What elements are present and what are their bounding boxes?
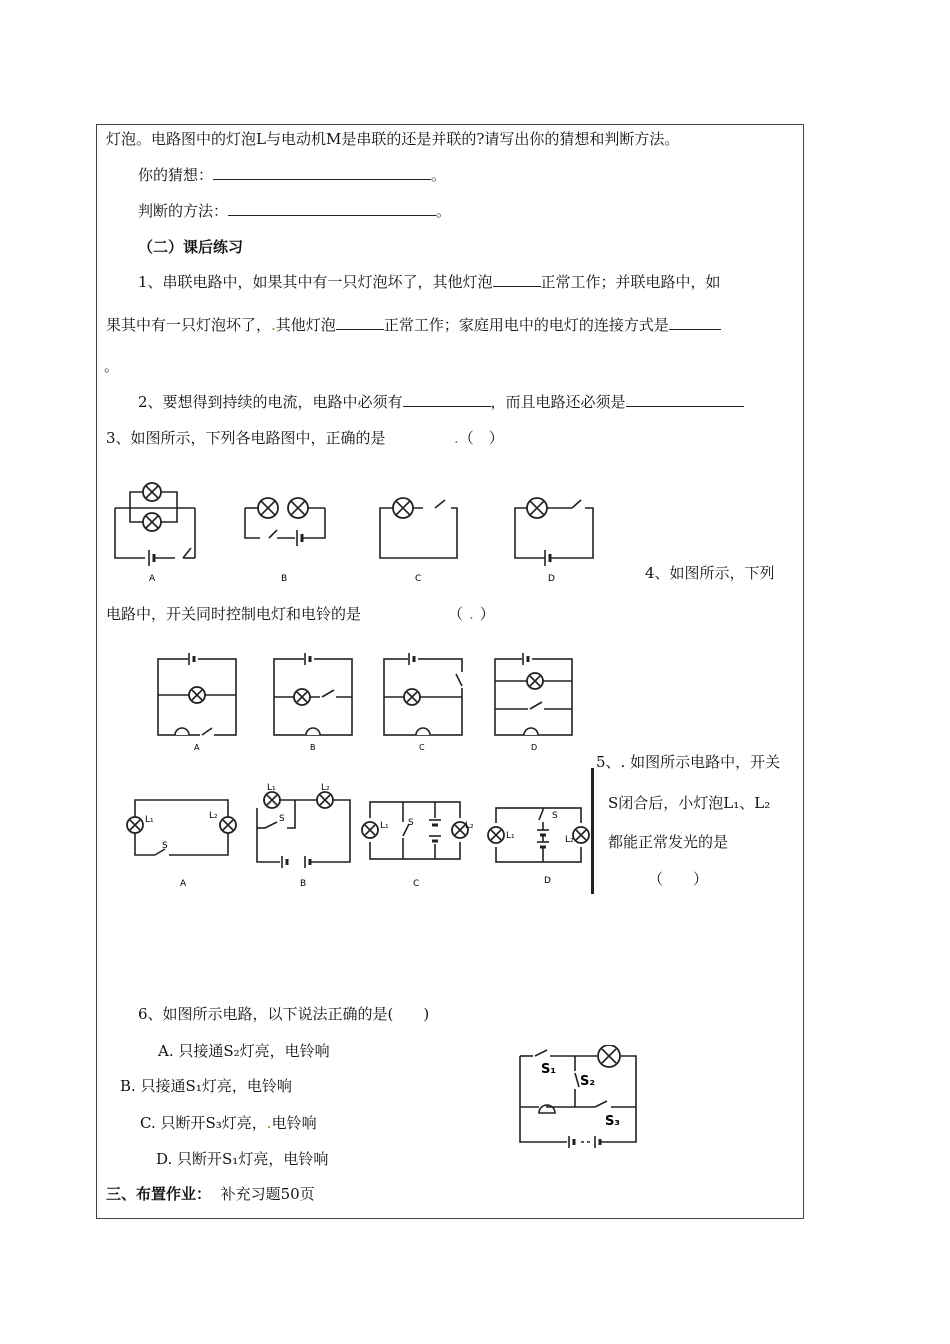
q4-diagram-a: [158, 653, 236, 752]
q4-label-b: B: [310, 743, 316, 752]
q5-b-l1: L₁: [267, 783, 276, 793]
q6-option-c: [140, 1113, 317, 1133]
q5-diagram-d: [488, 808, 589, 886]
q6-option-c-a: C. 只断开S₃灯亮，: [140, 1114, 267, 1132]
q4-line1: 4、如图所示，下列: [645, 564, 775, 582]
q3-diagram-a: [115, 483, 195, 584]
q3-diagram-d: [515, 498, 593, 584]
q4-label-a: A: [194, 743, 200, 752]
intro-line: 灯泡。电路图中的灯泡L与电动机M是串联的还是并联的?请写出你的猜想和判断方法。: [106, 130, 680, 148]
q4-line2: 电路中，开关同时控制电灯和电铃的是: [106, 605, 362, 623]
q1-blank-2[interactable]: [336, 315, 384, 330]
q3-line: [106, 428, 386, 448]
method-blank[interactable]: [228, 201, 436, 216]
q4-paren-open: （: [448, 605, 464, 623]
q6-diagram: [515, 1045, 645, 1155]
section-title: （二）课后练习: [138, 238, 244, 256]
homework-text: 补充习题50页: [220, 1185, 315, 1203]
q4-diagram-c: [384, 653, 467, 752]
q5-c-l1: L₁: [380, 821, 389, 831]
stray-mark: .: [266, 1114, 272, 1132]
q6-stem: 6、如图所示电路，以下说法正确的是( ): [138, 1005, 430, 1023]
q1-blank-1[interactable]: [493, 272, 541, 287]
q5-diagram-b: [257, 783, 350, 889]
q3-label-a: A: [149, 574, 156, 584]
q5-line1: 5、. 如图所示电路中，开关: [596, 753, 781, 771]
guess-period: 。: [431, 166, 447, 184]
bell-icon: [524, 728, 538, 735]
q2-blank-2[interactable]: [626, 392, 744, 407]
q5-b-s: S: [279, 814, 285, 824]
stray-mark: .: [271, 316, 276, 334]
q5-label-b: B: [300, 879, 307, 889]
q5-a-s: S: [162, 841, 168, 851]
bell-icon: [306, 728, 320, 735]
q3-paren: （ ）: [458, 429, 504, 447]
q5-diagram-a: [127, 800, 236, 889]
method-row: [138, 201, 451, 221]
stray-mark: .: [469, 605, 474, 623]
q5-b-l2: L₂: [321, 783, 330, 793]
q3-diagram-c: [380, 498, 457, 584]
q1-text-d: 其他灯泡: [275, 316, 336, 334]
q5-c-s: S: [408, 818, 414, 828]
q2-text-b: ，而且电路还必须是: [490, 393, 626, 411]
q1-line2: [106, 315, 721, 335]
q1-text-c: 果其中有一只灯泡坏了，: [106, 316, 272, 334]
method-period: 。: [436, 202, 452, 220]
q6-s1: S₁: [541, 1062, 557, 1077]
homework-row: [106, 1184, 315, 1204]
q2-line: [138, 392, 744, 412]
guess-row: [138, 165, 446, 185]
q4-answer: [448, 604, 495, 624]
guess-blank[interactable]: [213, 165, 431, 180]
q1-line1: [138, 272, 721, 292]
q5-paren: （ ）: [648, 870, 709, 888]
q5-label-d: D: [544, 876, 551, 886]
q5-d-l1: L₁: [506, 831, 515, 841]
q3-label-b: B: [281, 574, 288, 584]
q6-option-b: B. 只接通S₁灯亮，电铃响: [120, 1077, 292, 1095]
q5-a-l1: L₁: [145, 815, 154, 825]
q6-s2: S₂: [580, 1074, 596, 1089]
q5-d-s: S: [552, 811, 558, 821]
q5-diagram-c: [362, 802, 474, 889]
q5-d-l2: L₂: [565, 835, 574, 845]
q3-label-d: D: [548, 574, 555, 584]
q2-text-a: 2、要想得到持续的电流，电路中必须有: [138, 393, 403, 411]
q1-text-b: 正常工作；并联电路中，如: [540, 273, 721, 291]
stray-mark: .: [454, 429, 459, 447]
q5-label-c: C: [413, 879, 420, 889]
q5-line2: S闭合后，小灯泡L₁、L₂: [608, 794, 771, 812]
q4-paren-close: ）: [479, 605, 495, 623]
q1-blank-3[interactable]: [669, 315, 721, 330]
q3-diagrams: [105, 478, 605, 588]
q4-label-c: C: [419, 743, 425, 752]
q4-diagrams: [150, 650, 580, 755]
q1-text-e: 正常工作；家庭用电中的电灯的连接方式是: [383, 316, 669, 334]
q5-diagrams: [125, 780, 595, 890]
q5-c-l2: L₂: [465, 821, 474, 831]
q5-a-l2: L₂: [209, 811, 218, 821]
bell-icon: [175, 728, 189, 735]
homework-label: 三、布置作业：: [106, 1185, 212, 1203]
q4-label-d: D: [531, 743, 538, 752]
q1-text-a: 1、串联电路中，如果其中有一只灯泡坏了，其他灯泡: [138, 273, 493, 291]
q6-option-d: D. 只断开S₁灯亮，电铃响: [156, 1150, 329, 1168]
q1-line3: 。: [104, 357, 120, 375]
bell-icon: [416, 728, 430, 735]
q5-line3: 都能正常发光的是: [608, 833, 729, 851]
method-label: 判断的方法：: [138, 202, 229, 220]
q6-option-a: A. 只接通S₂灯亮，电铃响: [158, 1042, 330, 1060]
q6-option-c-b: 电铃响: [271, 1114, 317, 1132]
q5-label-a: A: [180, 879, 187, 889]
q3-answer: [454, 428, 504, 448]
q3-label-c: C: [415, 574, 422, 584]
q3-diagram-b: [245, 498, 325, 584]
q2-blank-1[interactable]: [403, 392, 491, 407]
q4-diagram-d: [495, 653, 572, 752]
guess-label: 你的猜想：: [138, 166, 214, 184]
q4-diagram-b: [274, 653, 352, 752]
q6-s3: S₃: [605, 1114, 621, 1129]
q3-stem: 3、如图所示，下列各电路图中，正确的是: [106, 429, 386, 447]
